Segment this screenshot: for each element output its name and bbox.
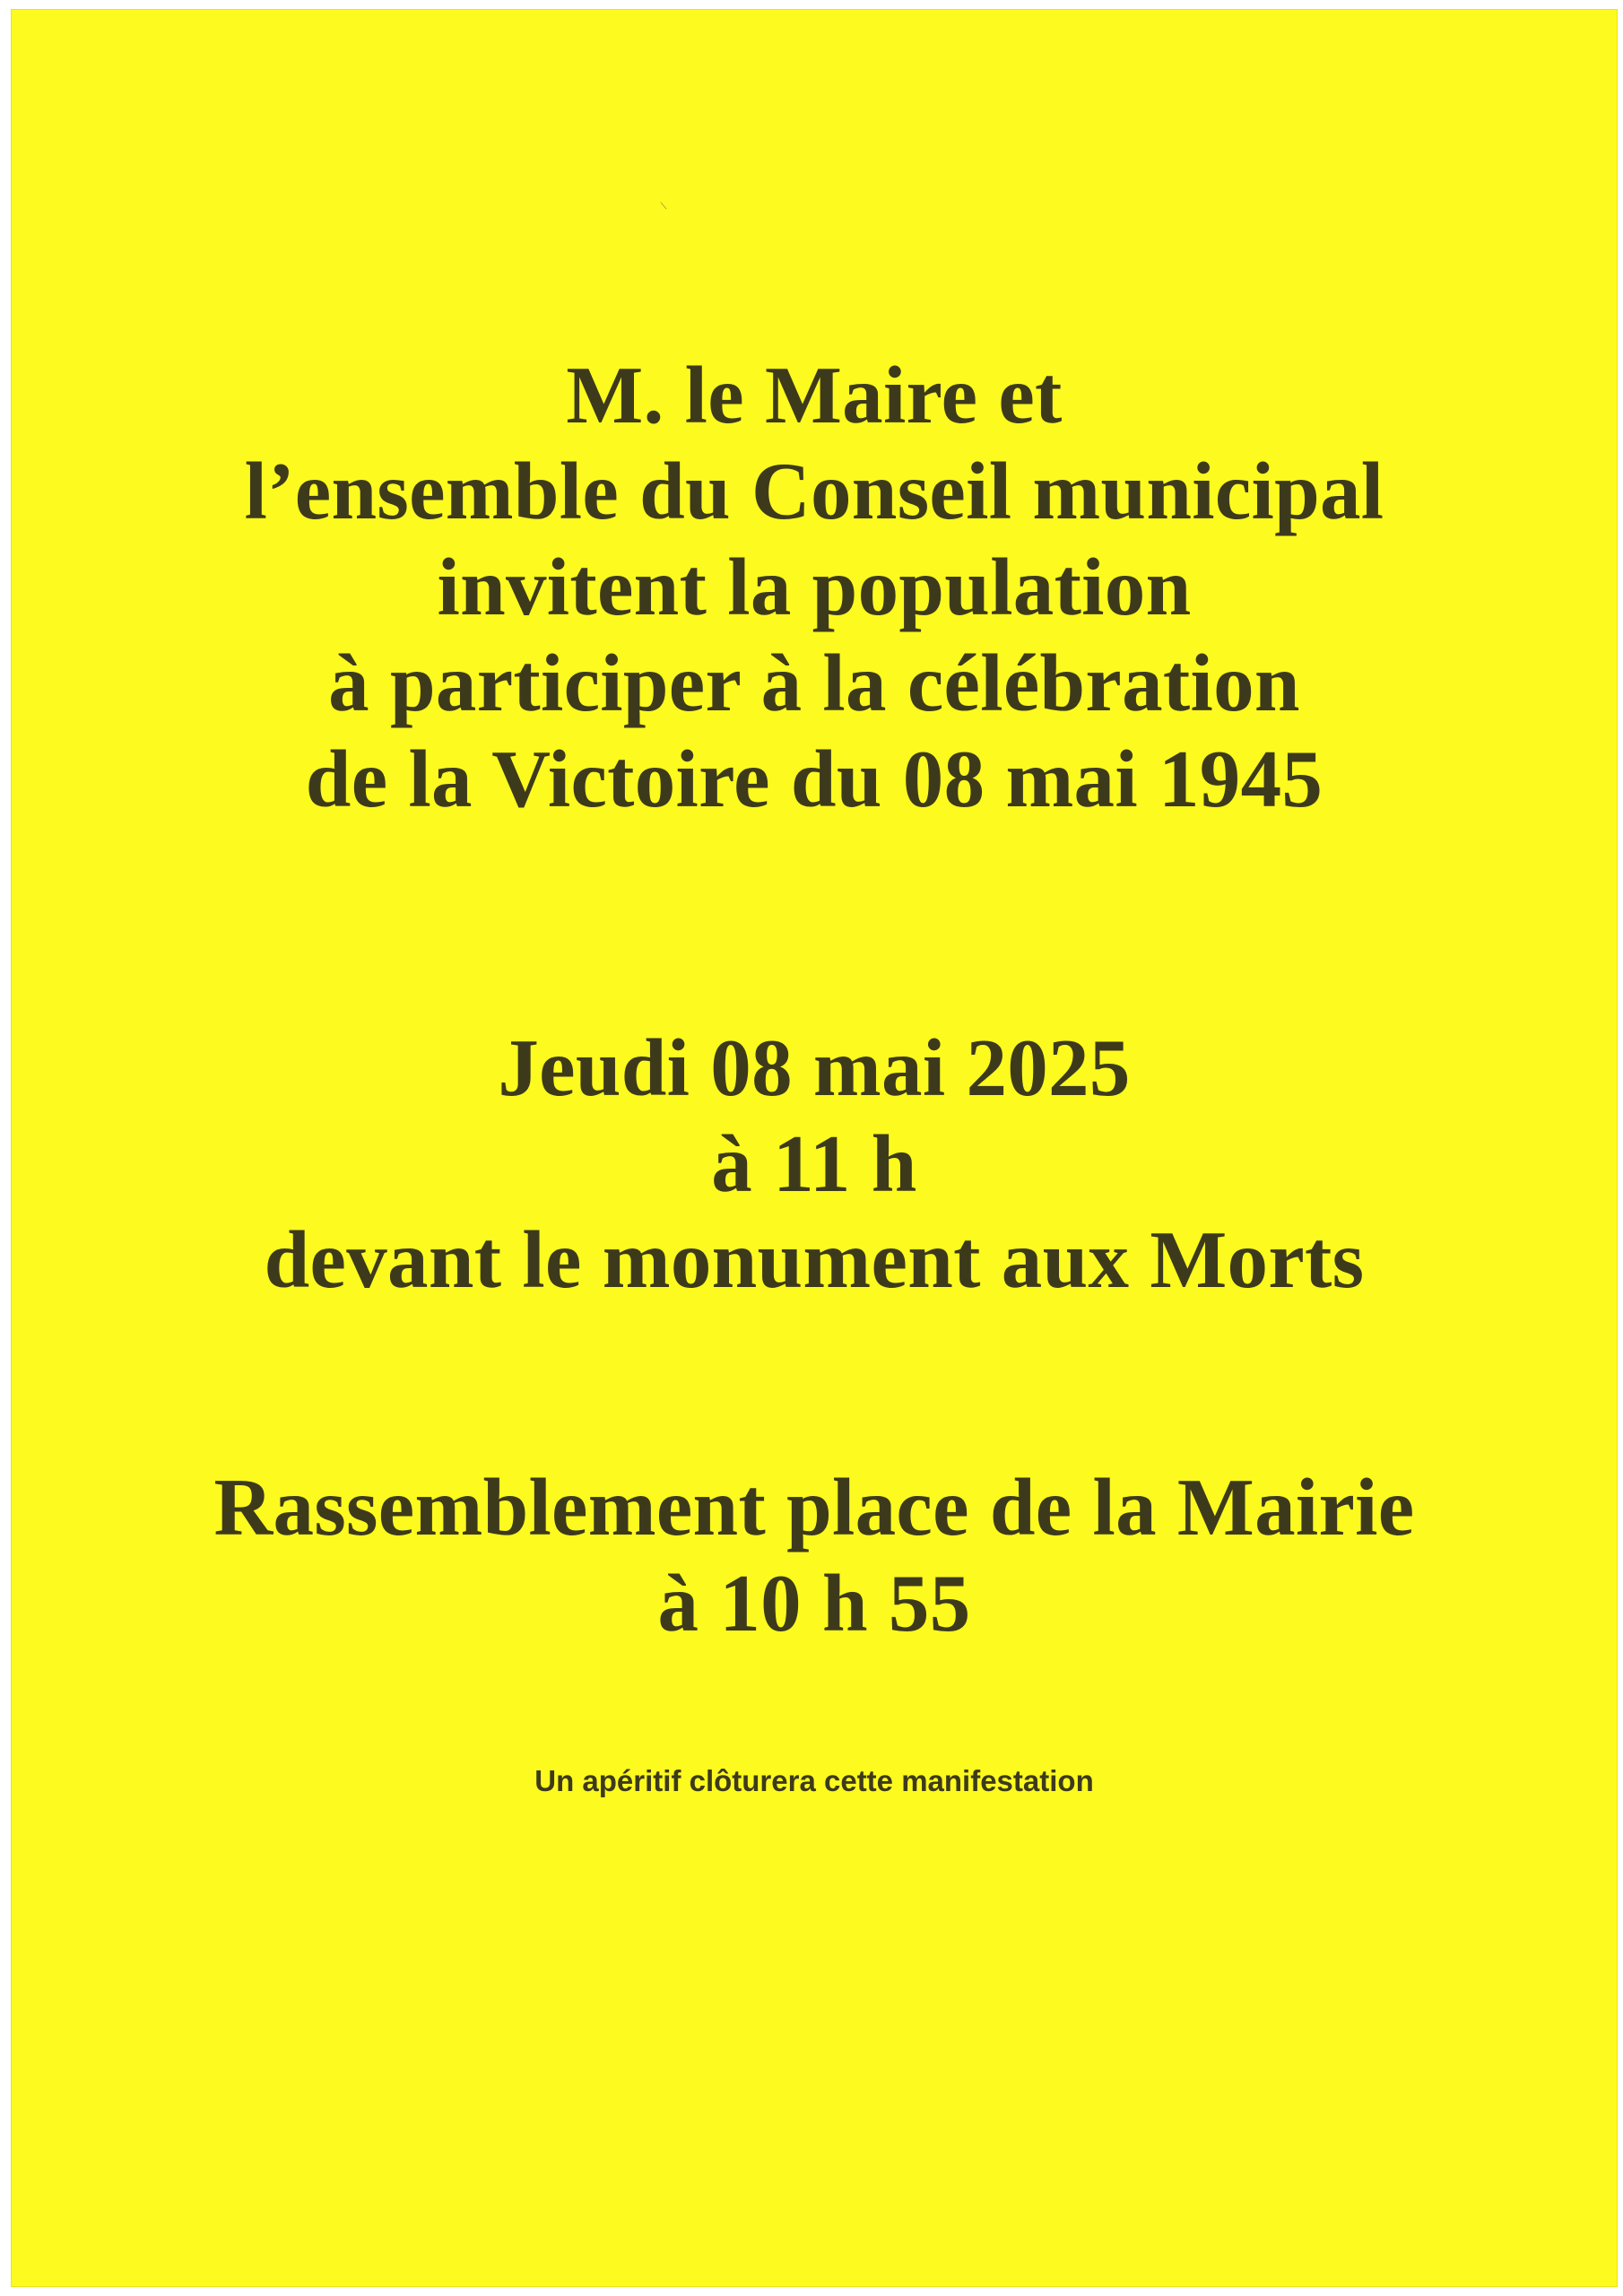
footnote: Un apéritif clôturera cette manifestation [534, 1764, 1094, 1797]
event-time: à 11 h [711, 1118, 917, 1209]
paper-speck [660, 200, 669, 210]
invitation-block [12, 347, 1617, 827]
gathering-block [12, 1459, 1617, 1651]
event-location: devant le monument aux Morts [264, 1214, 1365, 1305]
yellow-poster-sheet [11, 9, 1618, 2287]
event-details-block [12, 1020, 1617, 1308]
gathering-place: Rassemblement place de la Mairie [213, 1462, 1415, 1552]
invitation-line-4: à participer à la célébration [328, 638, 1300, 728]
invitation-line-3: invitent la population [437, 542, 1192, 632]
invitation-line-1: M. le Maire et [566, 350, 1063, 440]
invitation-line-5: de la Victoire du 08 mai 1945 [305, 734, 1324, 824]
gathering-time: à 10 h 55 [657, 1558, 971, 1648]
invitation-line-2: l’ensemble du Conseil municipal [244, 446, 1384, 536]
event-date: Jeudi 08 mai 2025 [498, 1022, 1131, 1113]
